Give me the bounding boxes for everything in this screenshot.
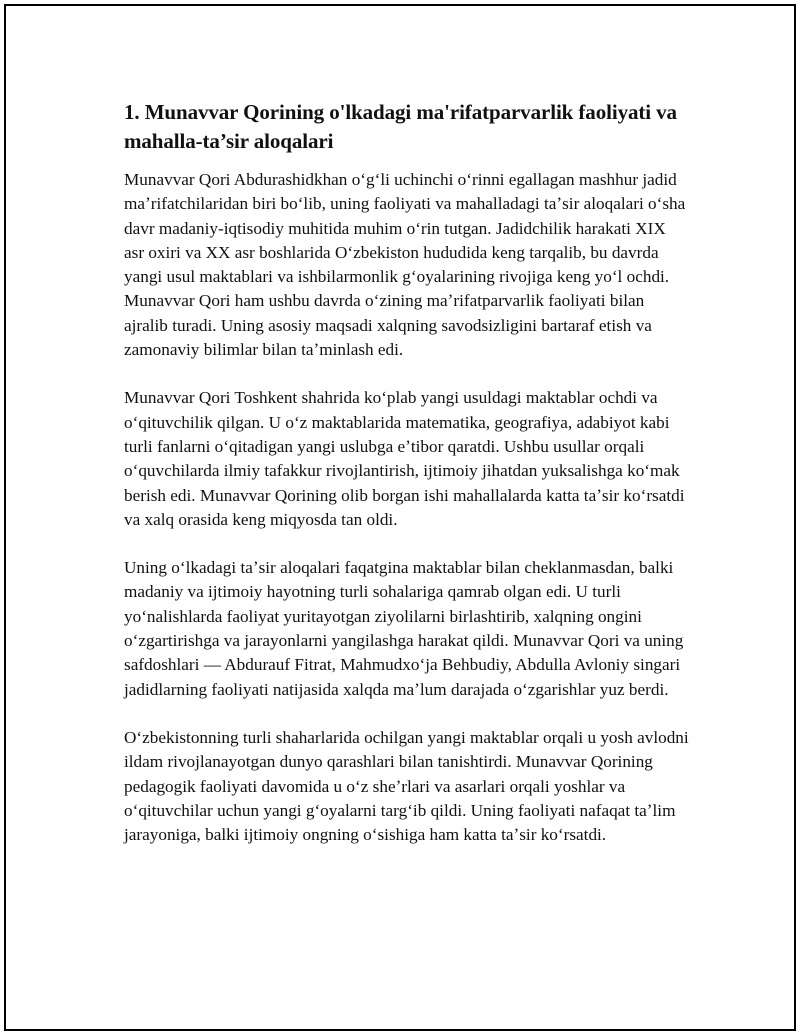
paragraph-2: Munavvar Qori Toshkent shahrida koʻplab yangi usuldagi maktablar ochdi va oʻqituvchilik qilgan. U oʻz maktablarida matematika, geografiya, adabiyot kabi turli fanlarni oʻqitadigan yangi uslubga eʼtibor qaratdi. Ushbu usullar orqali oʻquvchilarda ilmiy tafakkur rivojlantirish, ijtimoiy jihatdan yuksalishga koʻmak berish edi. Munavvar Qorining olib borgan ishi mahallalarda katta taʼsir koʻrsatdi va xalq orasida keng miqyosda tan oldi. (124, 388, 685, 529)
section-heading: 1. Munavvar Qorining o'lkadagi ma'rifatparvarlik faoliyati va mahalla-ta’sir aloqalari (124, 100, 677, 153)
page-frame (4, 4, 796, 1031)
paragraph-3: Uning oʻlkadagi taʼsir aloqalari faqatgina maktablar bilan cheklanmasdan, balki madaniy va ijtimoiy hayotning turli sohalariga qamrab olgan edi. U turli yoʻnalishlarda faoliyat yuritayotgan ziyolilarni birlashtirib, xalqning ongini oʻzgartirishga va jarayonlarni yangilashga harakat qildi. Munavvar Qori va uning safdoshlari — Abdurauf Fitrat, Mahmudxoʻja Behbudiy, Abdulla Avloniy singari jadidlarning faoliyati natijasida xalqda maʼlum darajada oʻzgarishlar yuz berdi. (124, 558, 684, 699)
paragraph-4: Oʻzbekistonning turli shaharlarida ochilgan yangi maktablar orqali u yosh avlodni ildam rivojlanayotgan dunyo qarashlari bilan tanishtirdi. Munavvar Qorining pedagogik faoliyati davomida u oʻz sheʼrlari va asarlari orqali yoshlar va oʻqituvchilar uchun yangi gʻoyalarni targʻib qildi. Uning faoliyati nafaqat taʼlim jarayoniga, balki ijtimoiy ongning oʻsishiga ham katta taʼsir koʻrsatdi. (124, 727, 689, 845)
document-body (124, 98, 689, 871)
paragraph-1: Munavvar Qori Abdurashidkhan oʻgʻli uchinchi oʻrinni egallagan mashhur jadid maʼrifatchilaridan biri boʻlib, uning faoliyati va mahalladagi taʼsir aloqalari oʻsha davr madaniy-iqtisodiy muhitida muhim oʻrin tutgan. Jadidchilik harakati XIX asr oxiri va XX asr boshlarida Oʻzbekiston hududida keng tarqalib, bu davrda yangi usul maktablari va ishbilarmonlik gʻoyalarining rivojiga keng yoʻl ochdi. Munavvar Qori ham ushbu davrda oʻzining maʼrifatparvarlik faoliyati bilan ajralib turadi. Uning asosiy maqsadi xalqning savodsizligini bartaraf etish va zamonaviy bilimlar bilan taʼminlash edi. (124, 170, 686, 360)
